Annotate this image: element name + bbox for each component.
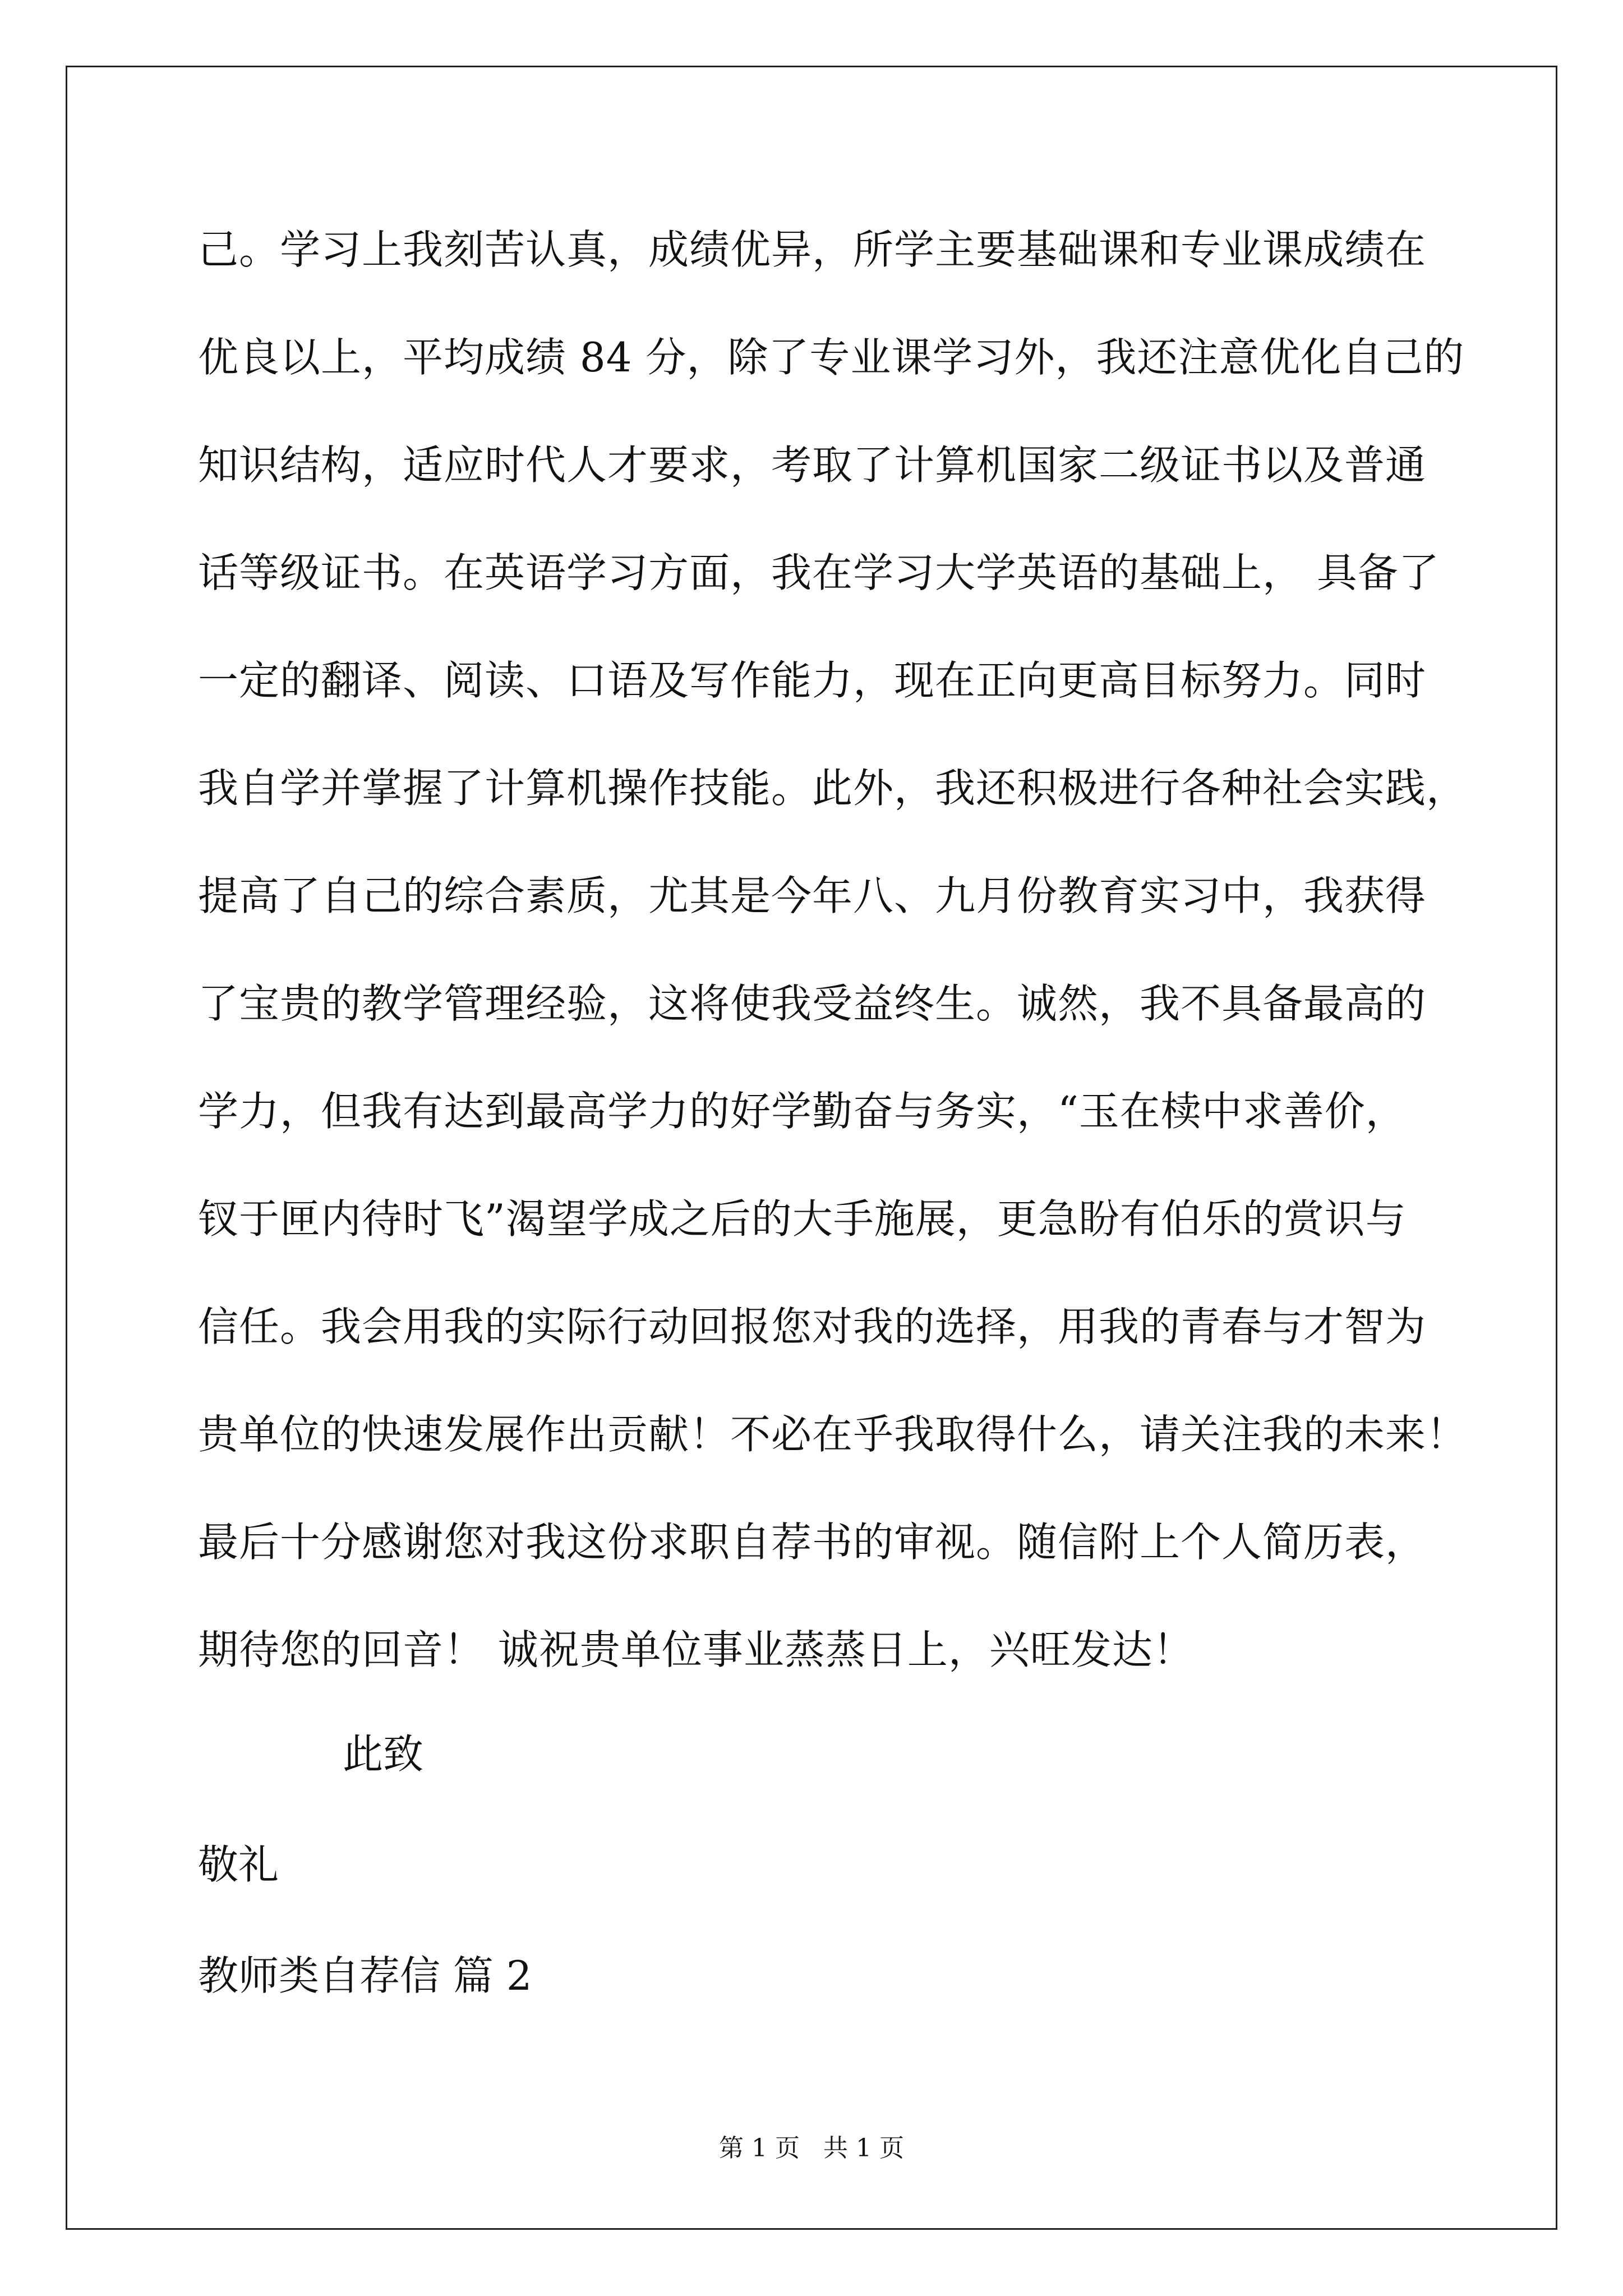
closing-regards: 敬礼: [198, 1841, 279, 1888]
paragraph-line: 话等级证书。在英语学习方面，我在学习大学英语的基础上， 具备了: [198, 549, 1440, 596]
paragraph-line: 了宝贵的教学管理经验，这将使我受益终生。诚然，我不具备最高的: [198, 980, 1427, 1027]
paragraph-line: 优良以上，平均成绩 84 分，除了专业课学习外，我还注意优化自己的: [198, 334, 1465, 381]
paragraph-line: 期待您的回音！ 诚祝贵单位事业蒸蒸日上，兴旺发达！: [198, 1626, 1194, 1673]
page-total: 共 1 页: [823, 2134, 904, 2162]
paragraph-line: 学力，但我有达到最高学力的好学勤奋与务实，“玉在椟中求善价，: [198, 1088, 1407, 1135]
section-heading: 教师类自荐信 篇 2: [198, 1952, 532, 1999]
paragraph-line: 提高了自己的综合素质，尤其是今年八、九月份教育实习中，我获得: [198, 872, 1427, 919]
page-number: 第 1 页: [719, 2134, 800, 2162]
paragraph-line: 钗于匣内待时飞”渴望学成之后的大手施展，更急盼有伯乐的赏识与: [198, 1195, 1407, 1243]
paragraph-line: 最后十分感谢您对我这份求职自荐书的审视。随信附上个人简历表，: [198, 1519, 1427, 1566]
paragraph-line: 知识结构，适应时代人才要求，考取了计算机国家二级证书以及普通: [198, 441, 1427, 489]
paragraph-line: 我自学并掌握了计算机操作技能。此外，我还积极进行各种社会实践，: [198, 765, 1468, 812]
paragraph-line: 己。学习上我刻苦认真，成绩优异，所学主要基础课和专业课成绩在: [198, 226, 1427, 273]
page-footer: [0, 2132, 1623, 2165]
letter-body: [198, 219, 1468, 1999]
paragraph-line: 贵单位的快速发展作出贡献！不必在乎我取得什么，请关注我的未来！: [198, 1411, 1468, 1458]
paragraph-line: 信任。我会用我的实际行动回报您对我的选择，用我的青春与才智为: [198, 1303, 1427, 1350]
paragraph-line: 一定的翻译、阅读、口语及写作能力，现在正向更高目标努力。同时: [198, 657, 1427, 704]
closing-salutation: 此致: [343, 1731, 424, 1778]
